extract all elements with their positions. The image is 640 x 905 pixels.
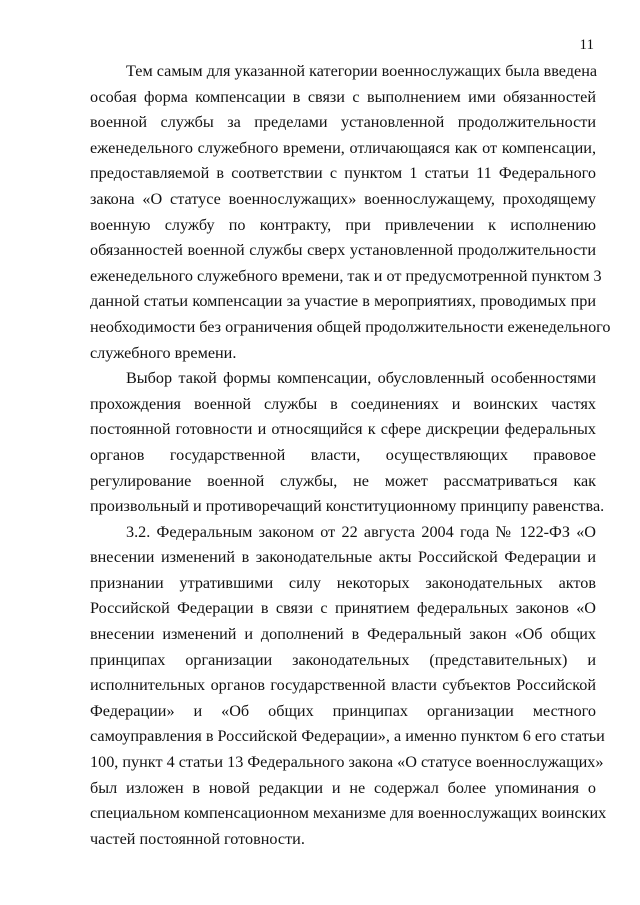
text-line: принципах организации законодательных (представительных) и <box>90 650 596 669</box>
text-line: частей постоянной готовности. <box>90 829 305 848</box>
paragraph-1 <box>90 59 611 366</box>
text-line: данной статьи компенсации за участие в мероприятиях, проводимых при <box>90 292 596 311</box>
text-line: Выбор такой формы компенсации, обусловленный особенностями <box>126 369 596 388</box>
text-line: еженедельного служебного времени, так и от предусмотренной пунктом 3 <box>90 266 602 285</box>
text-line: Тем самым для указанной категории военнослужащих была введена <box>126 62 598 80</box>
text-line: особая форма компенсации в связи с выполнением ими обязанностей <box>90 87 596 106</box>
text-line: самоуправления в Российской Федерации», а именно пунктом 6 его статьи <box>90 727 605 746</box>
text-line: регулирование военной службы, не может рассматриваться как <box>90 471 596 490</box>
text-line: был изложен в новой редакции и не содержал более упоминания о <box>90 778 596 797</box>
text-line: произвольный и противоречащий конституционному принципу равенства. <box>90 497 605 516</box>
text-line: 100, пункт 4 статьи 13 Федерального закона «О статусе военнослужащих» <box>90 753 604 772</box>
text-line: военной службы за пределами установленной продолжительности <box>90 113 596 132</box>
text-line: 3.2. Федеральным законом от 22 августа 2004 года № 122-ФЗ «О <box>126 522 596 541</box>
text-line: необходимости без ограничения общей продолжительности еженедельного <box>90 317 611 336</box>
text-line: исполнительных органов государственной власти субъектов Российской <box>90 676 596 695</box>
text-line: служебного времени. <box>90 343 237 362</box>
text-line: внесении изменений в законодательные акты Российской Федерации и <box>90 548 596 567</box>
text-line: обязанностей военной службы сверх установленной продолжительности <box>90 241 596 260</box>
page-number: 11 <box>579 37 594 53</box>
text-line: постоянной готовности и относящийся к сфере дискреции федеральных <box>90 420 596 439</box>
paragraph-3 <box>90 520 607 853</box>
text-line: прохождения военной службы в соединениях и воинских частях <box>90 394 596 413</box>
text-line: внесении изменений и дополнений в Федеральный закон «Об общих <box>90 625 596 644</box>
paragraph-2 <box>90 366 605 520</box>
text-line: военную службу по контракту, при привлечении к исполнению <box>90 215 596 234</box>
text-line: предоставляемой в соответствии с пунктом 1 статьи 11 Федерального <box>90 164 596 183</box>
text-line: Российской Федерации в связи с принятием федеральных законов «О <box>90 599 596 618</box>
text-line: еженедельного служебного времени, отличающаяся как от компенсации, <box>90 138 596 157</box>
text-line: признании утратившими силу некоторых законодательных актов <box>90 573 596 592</box>
text-line: специальном компенсационном механизме для военнослужащих воинских <box>90 804 607 823</box>
body-text <box>90 59 611 852</box>
text-line: Федерации» и «Об общих принципах организации местного <box>90 701 596 720</box>
text-line: органов государственной власти, осуществляющих правовое <box>90 445 596 464</box>
text-line: закона «О статусе военнослужащих» военнослужащему, проходящему <box>90 189 596 208</box>
